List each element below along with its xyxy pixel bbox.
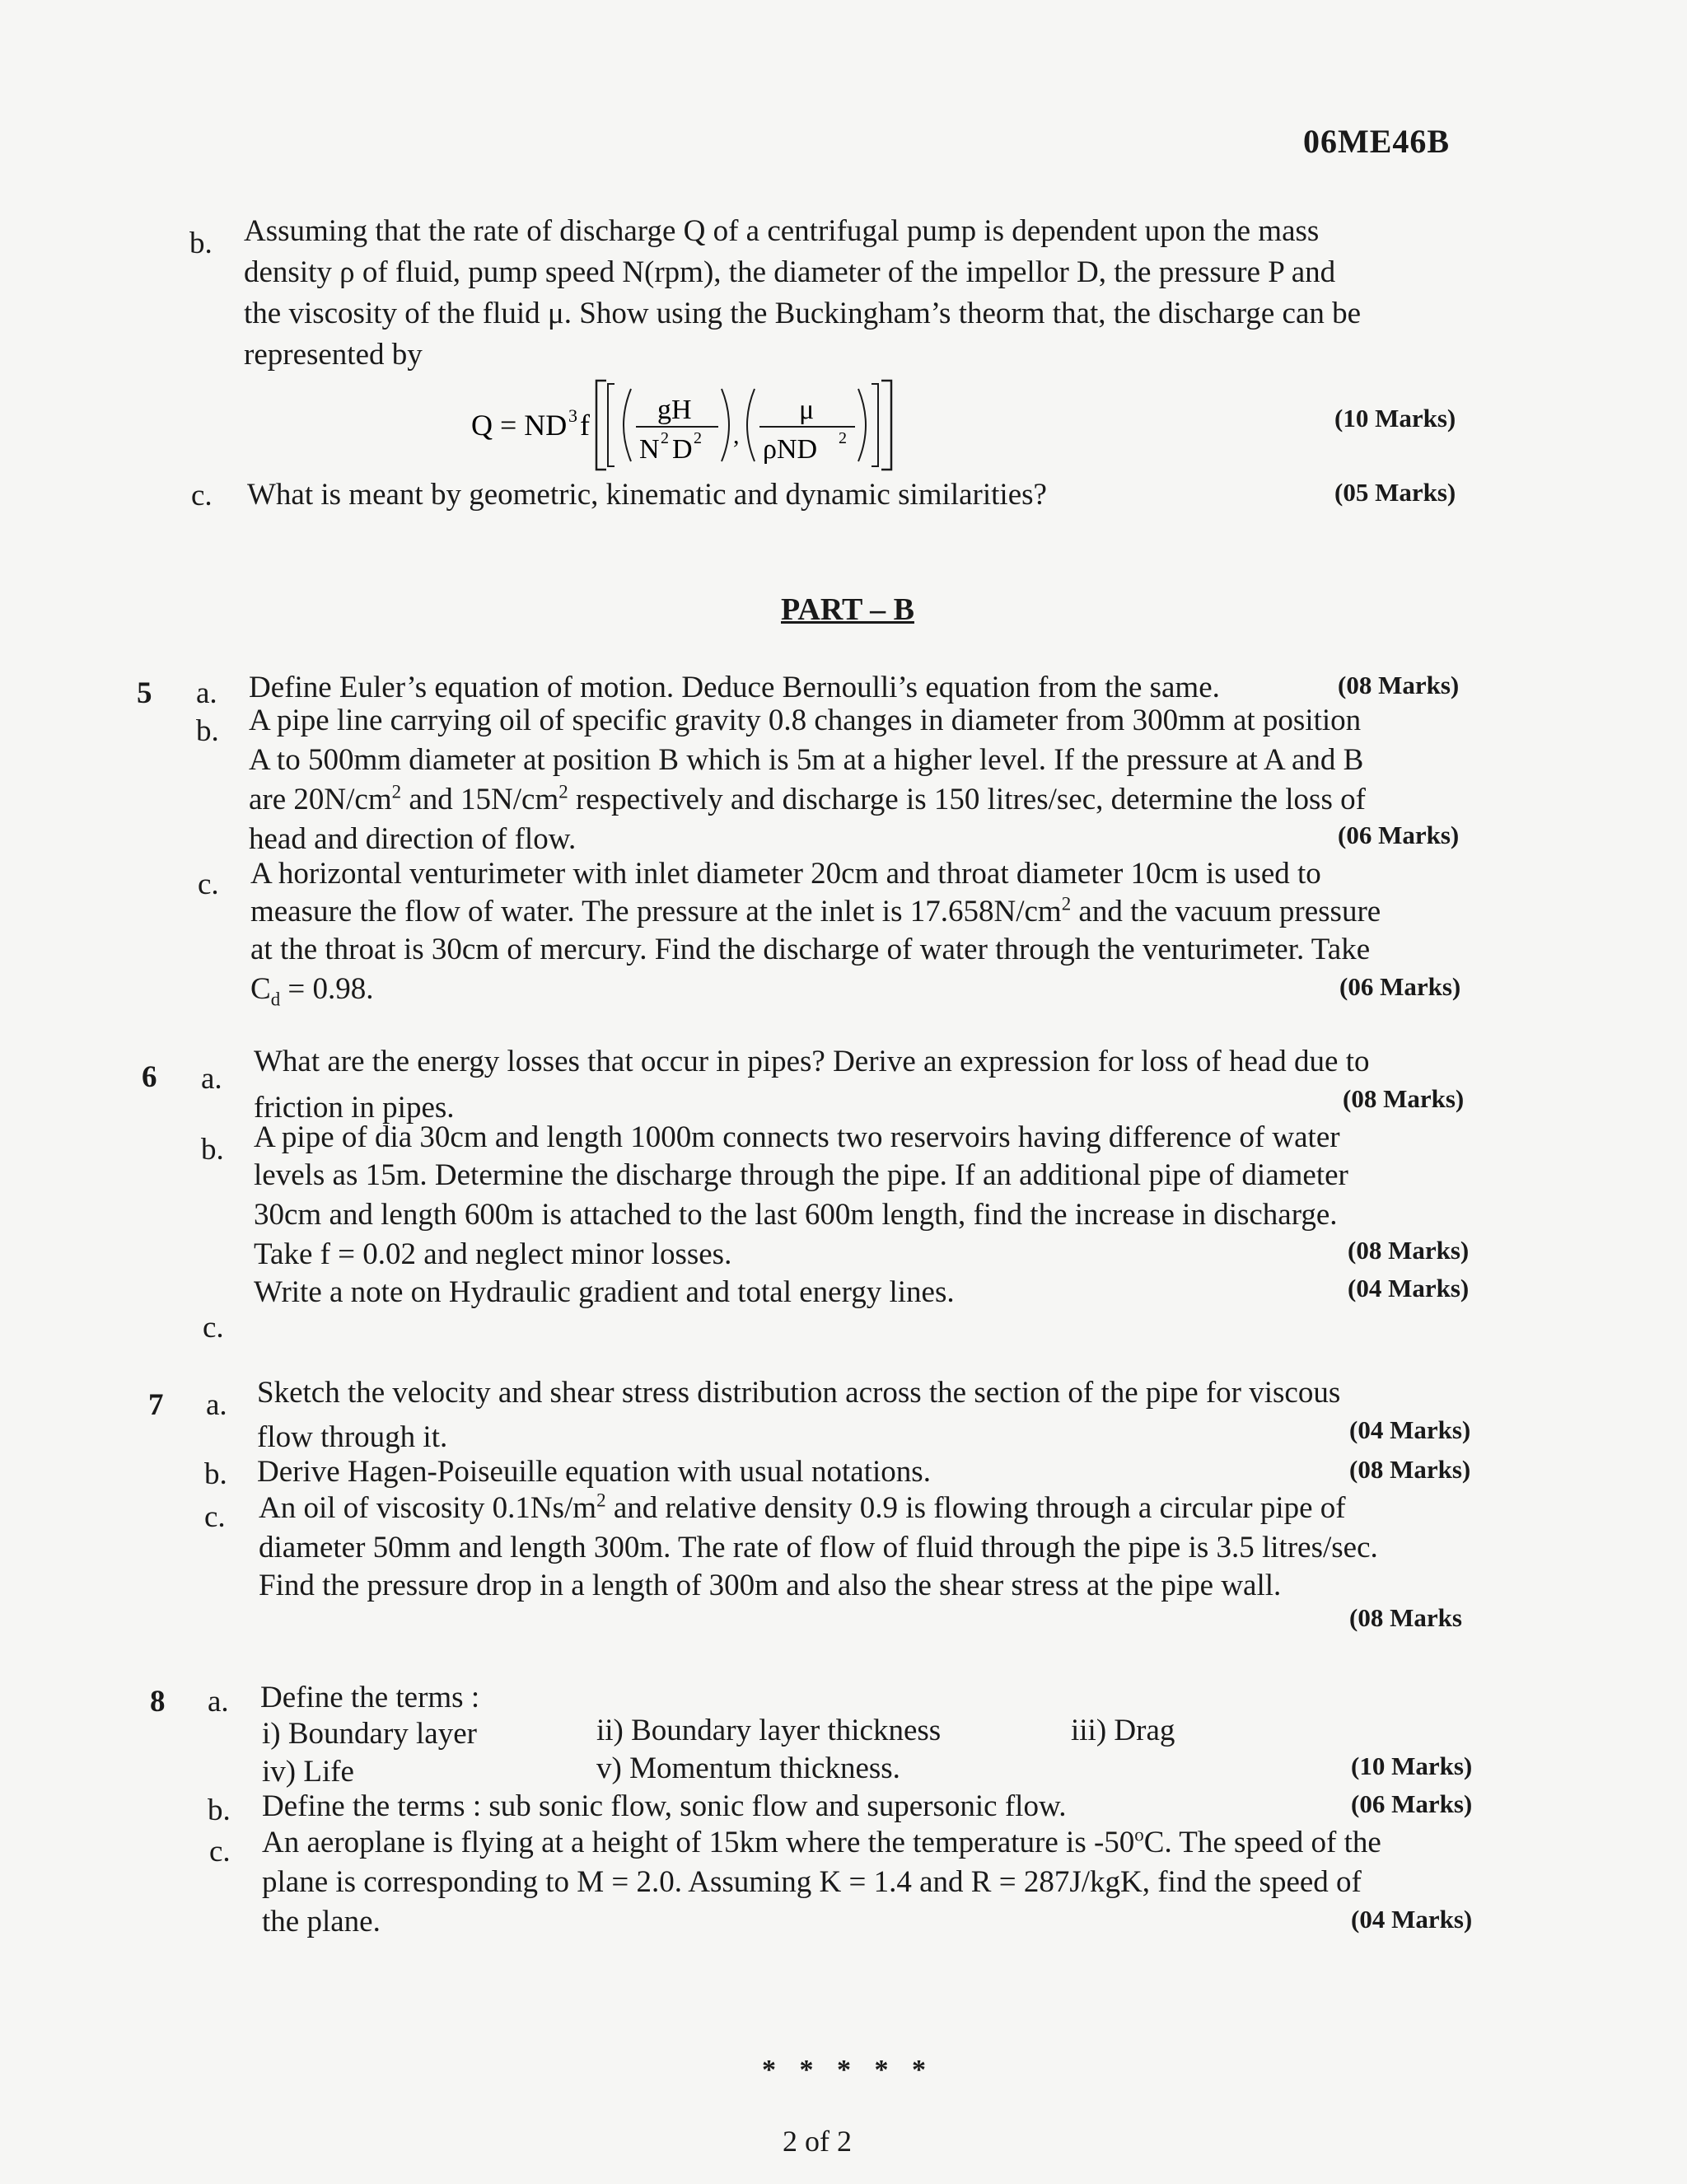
q6b-line-3: 30cm and length 600m is attached to the last 600m length, find the increase in discharge. <box>254 1198 1338 1232</box>
q6c-text: Write a note on Hydraulic gradient and total energy lines. <box>254 1275 955 1309</box>
q7c-marks: (08 Marks <box>1349 1603 1462 1632</box>
q8a-marks: (10 Marks) <box>1351 1751 1473 1780</box>
q5c-line-1: A horizontal venturimeter with inlet diameter 20cm and throat diameter 10cm is used to <box>250 857 1321 891</box>
q6a-line-2: friction in pipes. <box>254 1091 455 1125</box>
q8c-label: c. <box>209 1835 231 1868</box>
q8c-line-2: plane is corresponding to M = 2.0. Assuming K = 1.4 and R = 287J/kgK, find the speed of <box>262 1865 1362 1899</box>
q8c-marks: (04 Marks) <box>1351 1905 1473 1934</box>
q5c-marks: (06 Marks) <box>1339 972 1461 1001</box>
q6b-line-4: Take f = 0.02 and neglect minor losses. <box>254 1237 732 1271</box>
formula-num2: μ <box>799 395 815 425</box>
q8a-term-4: iv) Life <box>262 1755 354 1789</box>
q4b-line-4: represented by <box>244 338 423 372</box>
svg-text:,: , <box>733 422 740 449</box>
q7c-label: c. <box>204 1500 226 1534</box>
q8c-line-1: An aeroplane is flying at a height of 15km where the temperature is -50$^o$C. The speed of the <box>262 1824 1381 1859</box>
formula-den1-sup: 2 <box>661 429 669 447</box>
q5a-text: Define Euler’s equation of motion. Deduce Bernoulli’s equation from the same. <box>249 671 1220 704</box>
q5c-line-2: measure the flow of water. The pressure at the inlet is $17.658N/cm^2$ and the vacuum pressure <box>250 893 1381 928</box>
q8a-term-5: v) Momentum thickness. <box>596 1751 900 1785</box>
formula-den2: ρND <box>763 434 818 465</box>
q8a-label: a. <box>208 1685 229 1719</box>
q7b-text: Derive Hagen-Poiseuille equation with usual notations. <box>257 1455 931 1489</box>
q6b-marks: (08 Marks) <box>1348 1236 1470 1265</box>
q5a-marks: (08 Marks) <box>1338 671 1460 699</box>
q7c-line-3: Find the pressure drop in a length of 300m and also the shear stress at the pipe wall. <box>259 1569 1282 1602</box>
q7c-line-2: diameter 50mm and length 300m. The rate of flow of fluid through the pipe is 3.5 litres/sec. <box>259 1531 1378 1564</box>
q7a-line-2: flow through it. <box>257 1420 448 1454</box>
q6b-line-2: levels as 15m. Determine the discharge through the pipe. If an additional pipe of diameter <box>254 1158 1348 1192</box>
q5b-line-3: are $20N/cm^2$ and $15N/cm^2$ respectively and discharge is 150 litres/sec, determine the loss of <box>249 781 1366 816</box>
q5b-line-1: A pipe line carrying oil of specific gravity 0.8 changes in diameter from 300mm at position <box>249 704 1362 737</box>
discharge-formula <box>470 376 898 475</box>
q5b-line-4: head and direction of flow. <box>249 822 577 856</box>
q8a-term-2: ii) Boundary layer thickness <box>596 1714 942 1747</box>
q4c-marks: (05 Marks) <box>1334 478 1456 507</box>
q7a-label: a. <box>206 1388 227 1422</box>
formula-den1: N <box>639 434 660 465</box>
q5c-label: c. <box>198 868 219 901</box>
q4b-line-3: the viscosity of the fluid μ. Show using the Buckingham’s theorm that, the discharge can be <box>244 297 1362 330</box>
q7b-label: b. <box>204 1457 227 1491</box>
q5b-label: b. <box>196 714 219 748</box>
q4b-line-1: Assuming that the rate of discharge Q of a centrifugal pump is dependent upon the mass <box>244 214 1320 248</box>
q6-number: 6 <box>142 1060 157 1094</box>
formula-f: f <box>580 409 590 442</box>
q5b-line-2: A to 500mm diameter at position B which is 5m at a higher level. If the pressure at A and B <box>249 743 1364 777</box>
q6c-marks: (04 Marks) <box>1348 1274 1470 1302</box>
q8a-term-1: i) Boundary layer <box>262 1717 477 1751</box>
q5c-line-3: at the throat is 30cm of mercury. Find the discharge of water through the venturimeter. Take <box>250 933 1371 966</box>
q6b-line-1: A pipe of dia 30cm and length 1000m connects two reservoirs having difference of water <box>254 1120 1340 1154</box>
q7a-marks: (04 Marks) <box>1349 1415 1471 1444</box>
part-b-heading: PART – B <box>781 592 914 627</box>
q4c-text: What is meant by geometric, kinematic and dynamic similarities? <box>247 478 1047 512</box>
q6a-line-1: What are the energy losses that occur in pipes? Derive an expression for loss of head due to <box>254 1045 1370 1078</box>
q8b-text: Define the terms : sub sonic flow, sonic flow and supersonic flow. <box>262 1789 1067 1823</box>
q4b-marks: (10 Marks) <box>1334 404 1456 433</box>
formula-num1: gH <box>657 395 692 425</box>
q7c-line-1: An oil of viscosity $0.1Ns/m^2$ and relative density 0.9 is flowing through a circular pipe of <box>259 1490 1346 1525</box>
q8-number: 8 <box>150 1685 166 1719</box>
q5-number: 5 <box>137 676 152 710</box>
q4c-label: c. <box>191 479 213 512</box>
q5a-label: a. <box>196 676 217 710</box>
end-marker: * * * * * <box>762 2055 934 2085</box>
q4b-line-2: density ρ of fluid, pump speed N(rpm), the diameter of the impellor D, the pressure P and <box>244 255 1336 289</box>
q6a-label: a. <box>201 1062 222 1096</box>
q7a-line-1: Sketch the velocity and shear stress distribution across the section of the pipe for viscous <box>257 1376 1341 1410</box>
q7-number: 7 <box>148 1388 164 1422</box>
q6a-marks: (08 Marks) <box>1343 1084 1465 1113</box>
formula-exp: 3 <box>568 405 577 426</box>
q8a-term-3: iii) Drag <box>1071 1714 1175 1747</box>
formula-lhs: Q = ND <box>471 409 568 442</box>
q6b-label: b. <box>201 1133 224 1167</box>
q7b-marks: (08 Marks) <box>1349 1455 1471 1484</box>
page-number: 2 of 2 <box>783 2125 852 2158</box>
q5c-line-4: $C_d = 0.98$. <box>250 972 374 1010</box>
q8c-line-3: the plane. <box>262 1905 381 1938</box>
q8b-marks: (06 Marks) <box>1351 1789 1473 1818</box>
q8a-intro: Define the terms : <box>260 1681 480 1714</box>
q8b-label: b. <box>208 1793 231 1827</box>
formula-den1-b-sup: 2 <box>694 429 702 447</box>
q6c-label: c. <box>203 1311 224 1345</box>
formula-den1-b: D <box>672 434 693 465</box>
formula-den2-sup: 2 <box>839 429 847 447</box>
q5b-marks: (06 Marks) <box>1338 821 1460 849</box>
paper-code: 06ME46B <box>1303 123 1451 160</box>
q4b-label: b. <box>189 227 213 260</box>
